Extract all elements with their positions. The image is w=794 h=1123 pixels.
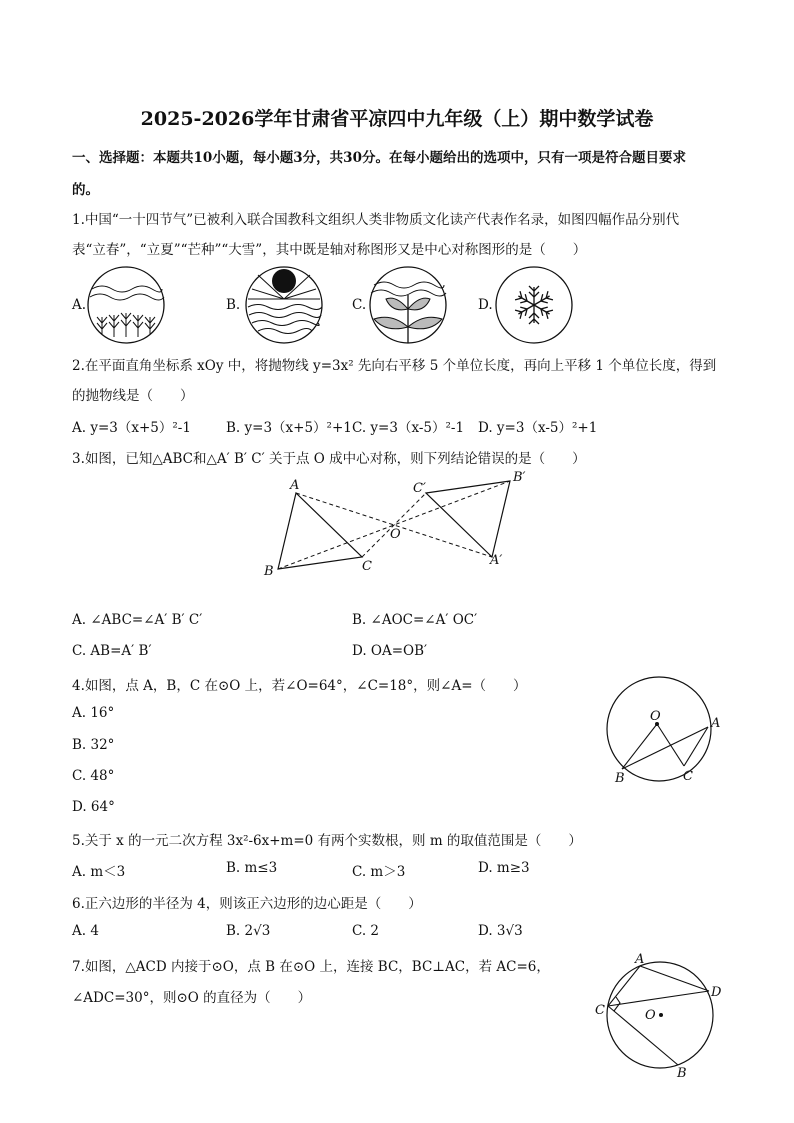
q6-option-b: B. 2√3 bbox=[226, 923, 271, 939]
q5-option-b: B. m≤3 bbox=[226, 860, 278, 876]
q1-option-c: C. bbox=[352, 297, 367, 313]
q4-text-line1: 4.如图，点 A，B，C 在⊙O 上，若∠O=64°，∠C=18°，则∠A=（ ） bbox=[72, 678, 527, 694]
q7-label-b: B bbox=[677, 1066, 687, 1081]
q5-option-c: C. m＞3 bbox=[352, 864, 406, 880]
q7-text-line2: ∠ADC=30°，则⊙O 的直径为（ ） bbox=[72, 990, 312, 1006]
q6-option-c: C. 2 bbox=[352, 923, 380, 939]
q5-text-line1: 5.关于 x 的一元二次方程 3x²-6x+m=0 有两个实数根，则 m 的取值范围是（ ） bbox=[72, 833, 582, 849]
page-title: 2025-2026学年甘肃省平凉四中九年级（上）期中数学试卷 bbox=[140, 108, 654, 130]
q2-text-line1: 2.在平面直角坐标系 xOy 中，将抛物线 y=3x² 先向右平移 5 个单位长度，再向上平移 1 个单位长度，得到 bbox=[72, 358, 717, 374]
q2-option-b: B. y=3（x+5）²+1 bbox=[226, 420, 352, 436]
q1-option-a: A. bbox=[72, 297, 87, 313]
q4-option-b: B. 32° bbox=[72, 737, 115, 753]
q7-label-d: D bbox=[711, 985, 722, 1000]
q1-text-line2: 表“立春”，“立夏”“芒种”“大雪”，其中既是轴对称图形又是中心对称图形的是（ ） bbox=[72, 242, 587, 258]
q4-label-b: B bbox=[615, 771, 625, 786]
q1-option-b: B. bbox=[226, 297, 241, 313]
section-heading-line1: 一、选择题：本题共10小题，每小题3分，共30分。在每小题给出的选项中，只有一项是符合题目要求 bbox=[72, 150, 686, 166]
q7-label-c: C bbox=[595, 1003, 605, 1018]
q2-option-a: A. y=3（x+5）²-1 bbox=[72, 420, 191, 436]
q3-text-line1: 3.如图，已知△ABC和△A′ B′ C′ 关于点 O 成中心对称，则下列结论错误的是（ ） bbox=[72, 451, 586, 467]
q6-option-a: A. 4 bbox=[72, 923, 99, 939]
q5-option-a: A. m＜3 bbox=[72, 864, 126, 880]
q3-label-b: B bbox=[264, 564, 274, 579]
q3-label-o: O bbox=[390, 527, 401, 542]
q2-option-d: D. y=3（x-5）²+1 bbox=[478, 420, 598, 436]
q7-label-o: O bbox=[645, 1008, 656, 1023]
q3-option-c: C. AB=A′ B′ bbox=[72, 643, 152, 659]
q2-text-line2: 的抛物线是（ ） bbox=[72, 388, 194, 404]
q1-option-d: D. bbox=[478, 297, 493, 313]
q6-text-line1: 6.正六边形的半径为 4，则该正六边形的边心距是（ ） bbox=[72, 896, 422, 912]
q3-label-c-prime: C′ bbox=[413, 481, 426, 496]
q7-text-line1: 7.如图，△ACD 内接于⊙O，点 B 在⊙O 上，连接 BC，BC⊥AC，若 AC=6， bbox=[72, 959, 550, 975]
q4-option-a: A. 16° bbox=[72, 705, 115, 721]
q4-label-o: O bbox=[650, 709, 661, 724]
q7-label-a: A bbox=[635, 952, 645, 967]
q1-text-line1: 1.中国“一十四节气”已被利入联合国教科文组织人类非物质文化读产代表作名录，如图四幅作品分别代 bbox=[72, 212, 680, 228]
q6-option-d: D. 3√3 bbox=[478, 923, 523, 939]
q5-option-d: D. m≥3 bbox=[478, 860, 530, 876]
q3-label-b-prime: B′ bbox=[513, 470, 526, 485]
q3-label-a: A bbox=[290, 478, 300, 493]
q4-option-c: C. 48° bbox=[72, 768, 115, 784]
q3-option-d: D. OA=OB′ bbox=[352, 643, 428, 659]
q3-option-a: A. ∠ABC=∠A′ B′ C′ bbox=[72, 612, 203, 628]
q3-label-a-prime: A′ bbox=[490, 553, 503, 568]
q4-label-c: C bbox=[683, 769, 693, 784]
q4-option-d: D. 64° bbox=[72, 799, 115, 815]
q3-option-b: B. ∠AOC=∠A′ OC′ bbox=[352, 612, 478, 628]
section-heading-line2: 的。 bbox=[72, 182, 99, 198]
q4-label-a: A bbox=[711, 716, 721, 731]
q2-option-c: C. y=3（x-5）²-1 bbox=[352, 420, 465, 436]
q3-label-c: C bbox=[362, 559, 372, 574]
